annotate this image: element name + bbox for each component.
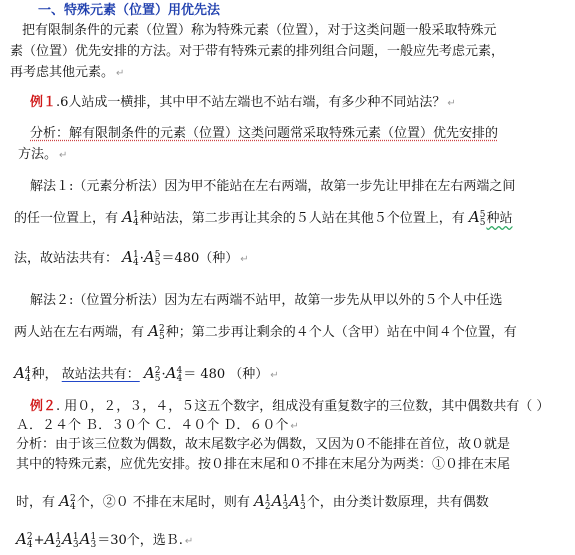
paragraph-mark: ↵	[116, 68, 125, 79]
example2-analysis-line-3: 时，有 A 2 4 个，②０ 不排在末尾时，则有 A 1 2 A 1 3 A 1 3 个，由分类计数原理，共有偶数	[16, 492, 489, 512]
example2-analysis-line-1: 分析：由于该三位数为偶数，故末尾数字必为偶数，又因为０不能排在首位，故０就是	[16, 437, 511, 452]
intro-line-3: 再考虑其他元素。 ↵	[10, 65, 125, 80]
example1-tag: 例１	[30, 95, 57, 110]
example1-analysis-line-2: 方法。 ↵	[18, 147, 68, 162]
intro-line-1: 把有限制条件的元素（位置）称为特殊元素（位置），对于这类问题一般采取特殊元	[22, 23, 497, 38]
example2-question: 例２. 用０，２，３，４，５这五个数字，组成没有重复数字的三位数，其中偶数共有（ ）	[30, 399, 550, 414]
solution2-line-2: 两人站在左右两端，有 A 2 5 种；第二步再让剩余的４个人（含甲）站在中间４个位置，有	[14, 322, 517, 342]
intro-line-2: 素（位置）优先安排的方法。对于带有特殊元素的排列组合问题，一般应先考虑元素，	[10, 44, 505, 59]
example2-options: Ａ．２４个 Ｂ．３０个 Ｃ．４０个 Ｄ．６０个 ↵	[16, 418, 299, 433]
solution2-line-1: 解法２:（位置分析法）因为左右两端不站甲，故第一步先从甲以外的５个人中任选	[30, 293, 503, 308]
solution1-line-2: 的任一位置上，有 A 1 4 种站法，第二步再让其余的５人站在其他５个位置上，有 A 5 5 种站	[14, 208, 513, 228]
example2-analysis-line-4: A 2 4 +A 1 2 A 1 3 A 1 3 ＝30个，选Ｂ. ↵	[16, 530, 194, 550]
solution1-line-1: 解法１:（元素分析法）因为甲不能站在左右两端，故第一步先让甲排在左右两端之间	[30, 179, 516, 194]
solution1-line-3: 法，故站法共有： A 1 4 ·A 5 5 ＝480（种） ↵	[14, 248, 249, 268]
example1-question: 例１.6人站成一横排，其中甲不站左端也不站右端，有多少种不同站法？ ↵	[30, 95, 456, 110]
example2-tag: 例２	[30, 399, 57, 414]
example1-analysis-line-1: 分析：解有限制条件的元素（位置）这类问题常采取特殊元素（位置）优先安排的	[30, 126, 499, 141]
example2-analysis-line-2: 其中的特殊元素，应优先安排。按０排在末尾和０不排在末尾分为两类：①０排在末尾	[16, 457, 511, 472]
section-title: 一、特殊元素（位置）用优先法	[38, 3, 221, 18]
solution2-line-3: A 4 4 种， 故站法共有： A 2 5 ·A 4 4 ＝ 480 （种） ↵	[14, 364, 279, 384]
